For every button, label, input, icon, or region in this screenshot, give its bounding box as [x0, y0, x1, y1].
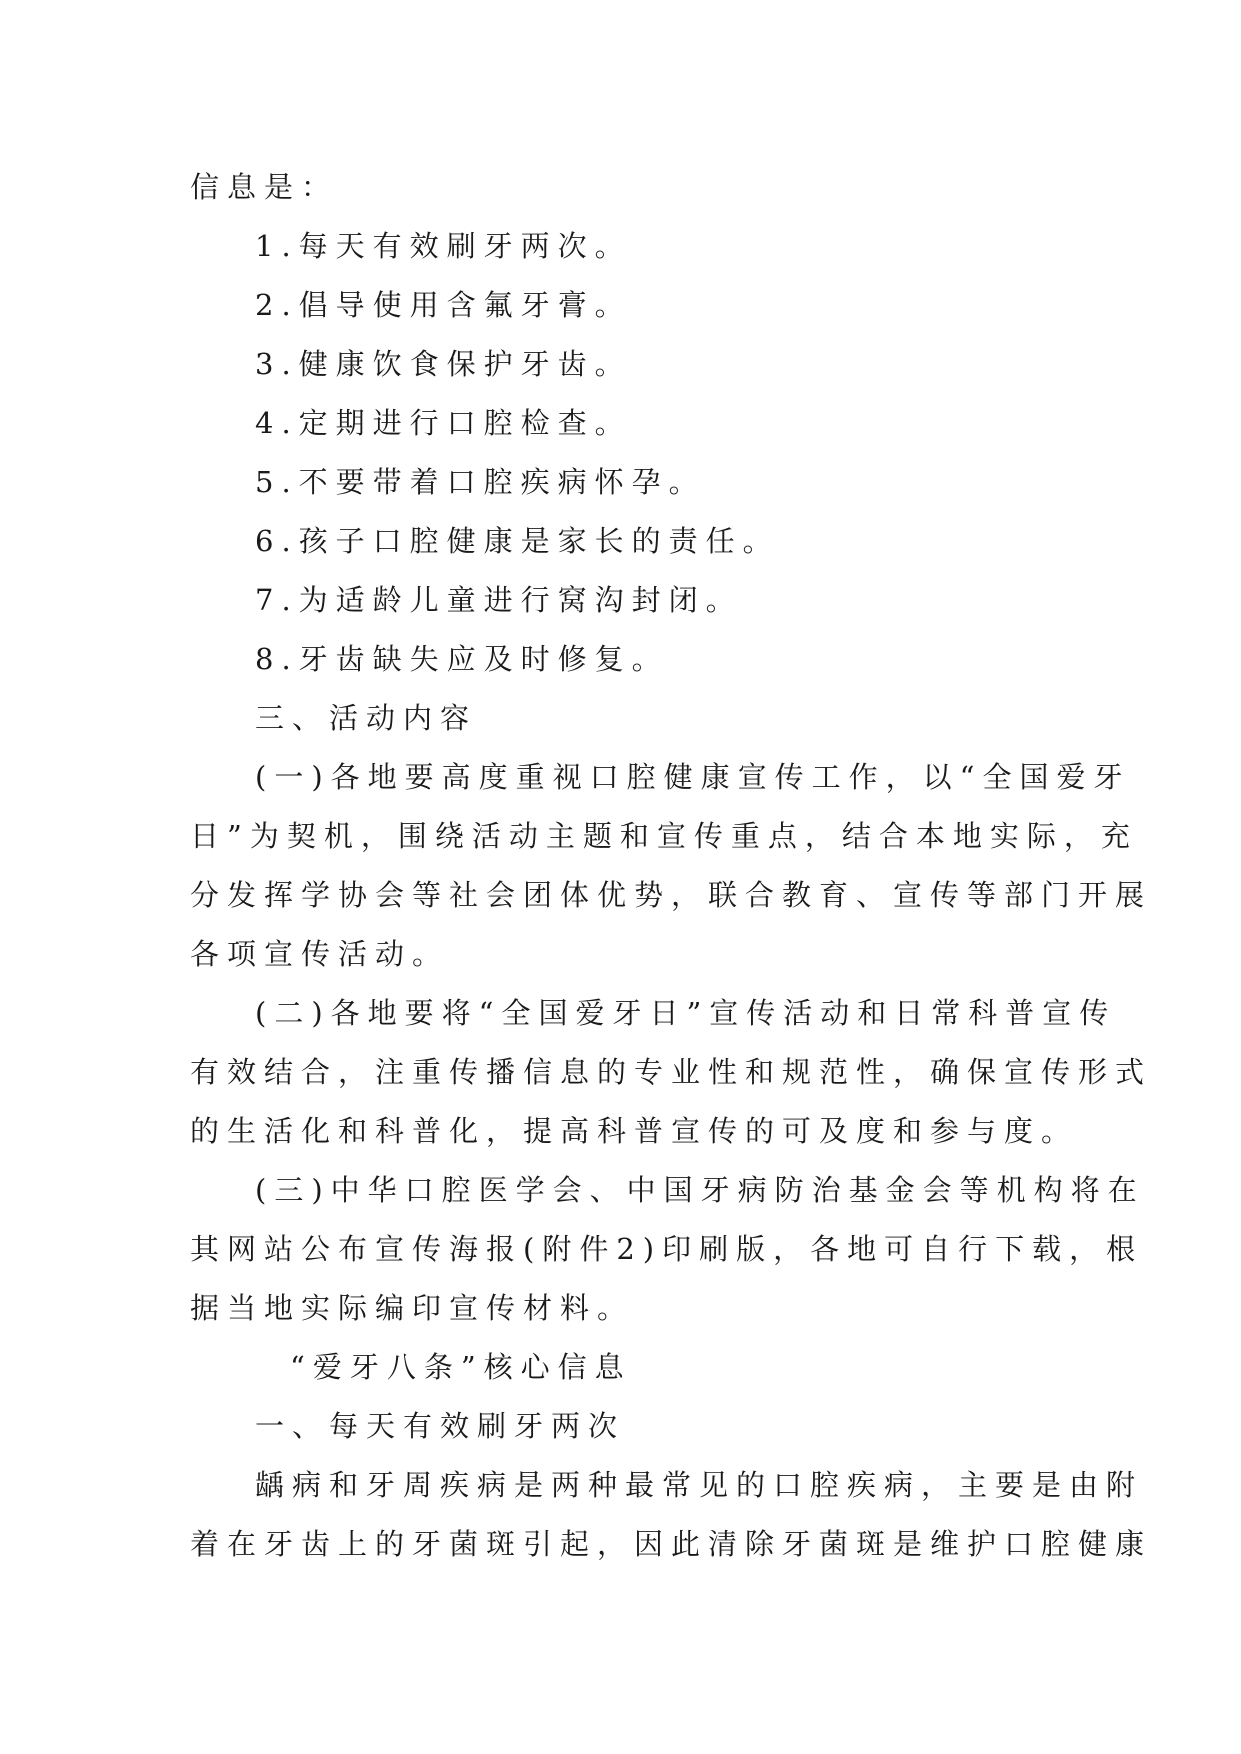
text-line: (三)中华口腔医学会、中国牙病防治基金会等机构将在 — [255, 1173, 1145, 1207]
text-line: 信息是： — [190, 170, 339, 204]
text-line: 着在牙齿上的牙菌斑引起，因此清除牙菌斑是维护口腔健康 — [190, 1527, 1153, 1561]
text-line: 7.为适龄儿童进行窝沟封闭。 — [255, 583, 743, 617]
section-heading: 一、每天有效刷牙两次 — [255, 1409, 626, 1443]
text-line: 龋病和牙周疾病是两种最常见的口腔疾病，主要是由附 — [255, 1468, 1144, 1502]
text-line: (一)各地要高度重视口腔健康宣传工作，以“全国爱牙 — [255, 760, 1131, 794]
text-line: (二)各地要将“全国爱牙日”宣传活动和日常科普宣传 — [255, 996, 1117, 1030]
section-heading: 三、活动内容 — [255, 701, 478, 735]
text-line: 3.健康饮食保护牙齿。 — [255, 347, 632, 381]
text-line: 4.定期进行口腔检查。 — [255, 406, 632, 440]
subtitle-heading: “爱牙八条”核心信息 — [290, 1350, 632, 1384]
text-line: 分发挥学协会等社会团体优势，联合教育、宣传等部门开展 — [190, 878, 1153, 912]
text-line: 各项宣传活动。 — [190, 937, 450, 971]
text-line: 日”为契机，围绕活动主题和宣传重点，结合本地实际，充 — [190, 819, 1138, 853]
text-line: 其网站公布宣传海报(附件2)印刷版，各地可自行下载，根 — [190, 1232, 1144, 1266]
text-line: 有效结合，注重传播信息的专业性和规范性，确保宣传形式 — [190, 1055, 1153, 1089]
text-line: 的生活化和科普化，提高科普宣传的可及度和参与度。 — [190, 1114, 1079, 1148]
text-line: 据当地实际编印宣传材料。 — [190, 1291, 635, 1325]
document-page — [190, 158, 1153, 1574]
text-line: 5.不要带着口腔疾病怀孕。 — [255, 465, 706, 499]
text-line: 1.每天有效刷牙两次。 — [255, 229, 632, 263]
text-line: 8.牙齿缺失应及时修复。 — [255, 642, 669, 676]
text-line: 6.孩子口腔健康是家长的责任。 — [255, 524, 780, 558]
text-line: 2.倡导使用含氟牙膏。 — [255, 288, 632, 322]
